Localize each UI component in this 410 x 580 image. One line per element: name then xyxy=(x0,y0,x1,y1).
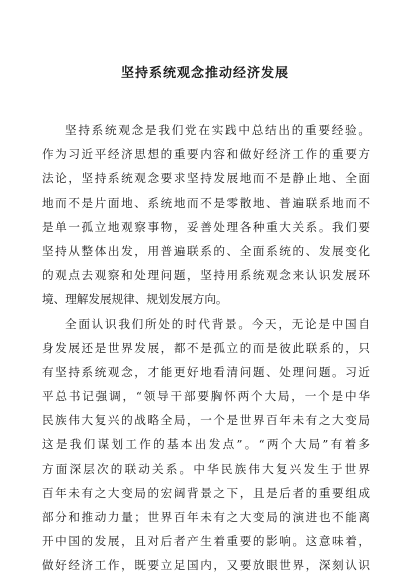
document-title: 坚持系统观念推动经济发展 xyxy=(120,66,289,81)
text-line: 这是我们谋划工作的基本出发点”。“两个大局”有着多 xyxy=(42,437,370,452)
text-line: 做好经济工作，既要立足国内，又要放眼世界，深刻认识 xyxy=(42,558,370,573)
text-line: 部分和推动力量；世界百年未有之大变局的演进也不能离 xyxy=(42,510,370,524)
text-line: 身发展还是世界发展，都不是孤立的而是彼此联系的，只 xyxy=(42,340,370,355)
text-line: 民族伟大复兴的战略全局，一个是世界百年未有之大变局 xyxy=(42,413,370,428)
text-line: 的观点去观察和处理问题，坚持用系统观念来认识发展环 xyxy=(42,268,370,283)
document-body xyxy=(42,118,370,578)
text-line: 法论，坚持系统观念要求坚持发展地而不是静止地、全面 xyxy=(42,171,370,186)
text-line: 境、理解发展规律、规划发展方向。 xyxy=(42,292,228,307)
text-line: 坚持系统观念是我们党在实践中总结出的重要经验。 xyxy=(65,123,370,137)
text-line: 地而不是片面地、系统地而不是零散地、普遍联系地而不 xyxy=(42,195,370,210)
text-line: 开中国的发展，且对后者产生着重要的影响。这意味着， xyxy=(42,534,370,549)
text-line: 平总书记强调，“领导干部要胸怀两个大局，一个是中华 xyxy=(42,389,370,404)
text-line: 百年未有之大变局的宏阔背景之下，且是后者的重要组成 xyxy=(42,485,370,500)
text-line: 是单一孤立地观察事物，妥善处理各种重大关系。我们要 xyxy=(42,219,370,234)
text-line: 方面深层次的联动关系。中华民族伟大复兴发生于世界 xyxy=(42,461,370,476)
text-line: 作为习近平经济思想的重要内容和做好经济工作的重要方 xyxy=(42,147,370,162)
paragraph-1 xyxy=(42,118,370,312)
paragraph-2 xyxy=(42,312,370,578)
text-line: 坚持从整体出发，用普遍联系的、全面系统的、发展变化 xyxy=(42,243,370,258)
text-line: 全面认识我们所处的时代背景。今天，无论是中国自 xyxy=(65,316,370,331)
text-line: 有坚持系统观念，才能更好地看清问题、处理问题。习近 xyxy=(42,364,370,379)
